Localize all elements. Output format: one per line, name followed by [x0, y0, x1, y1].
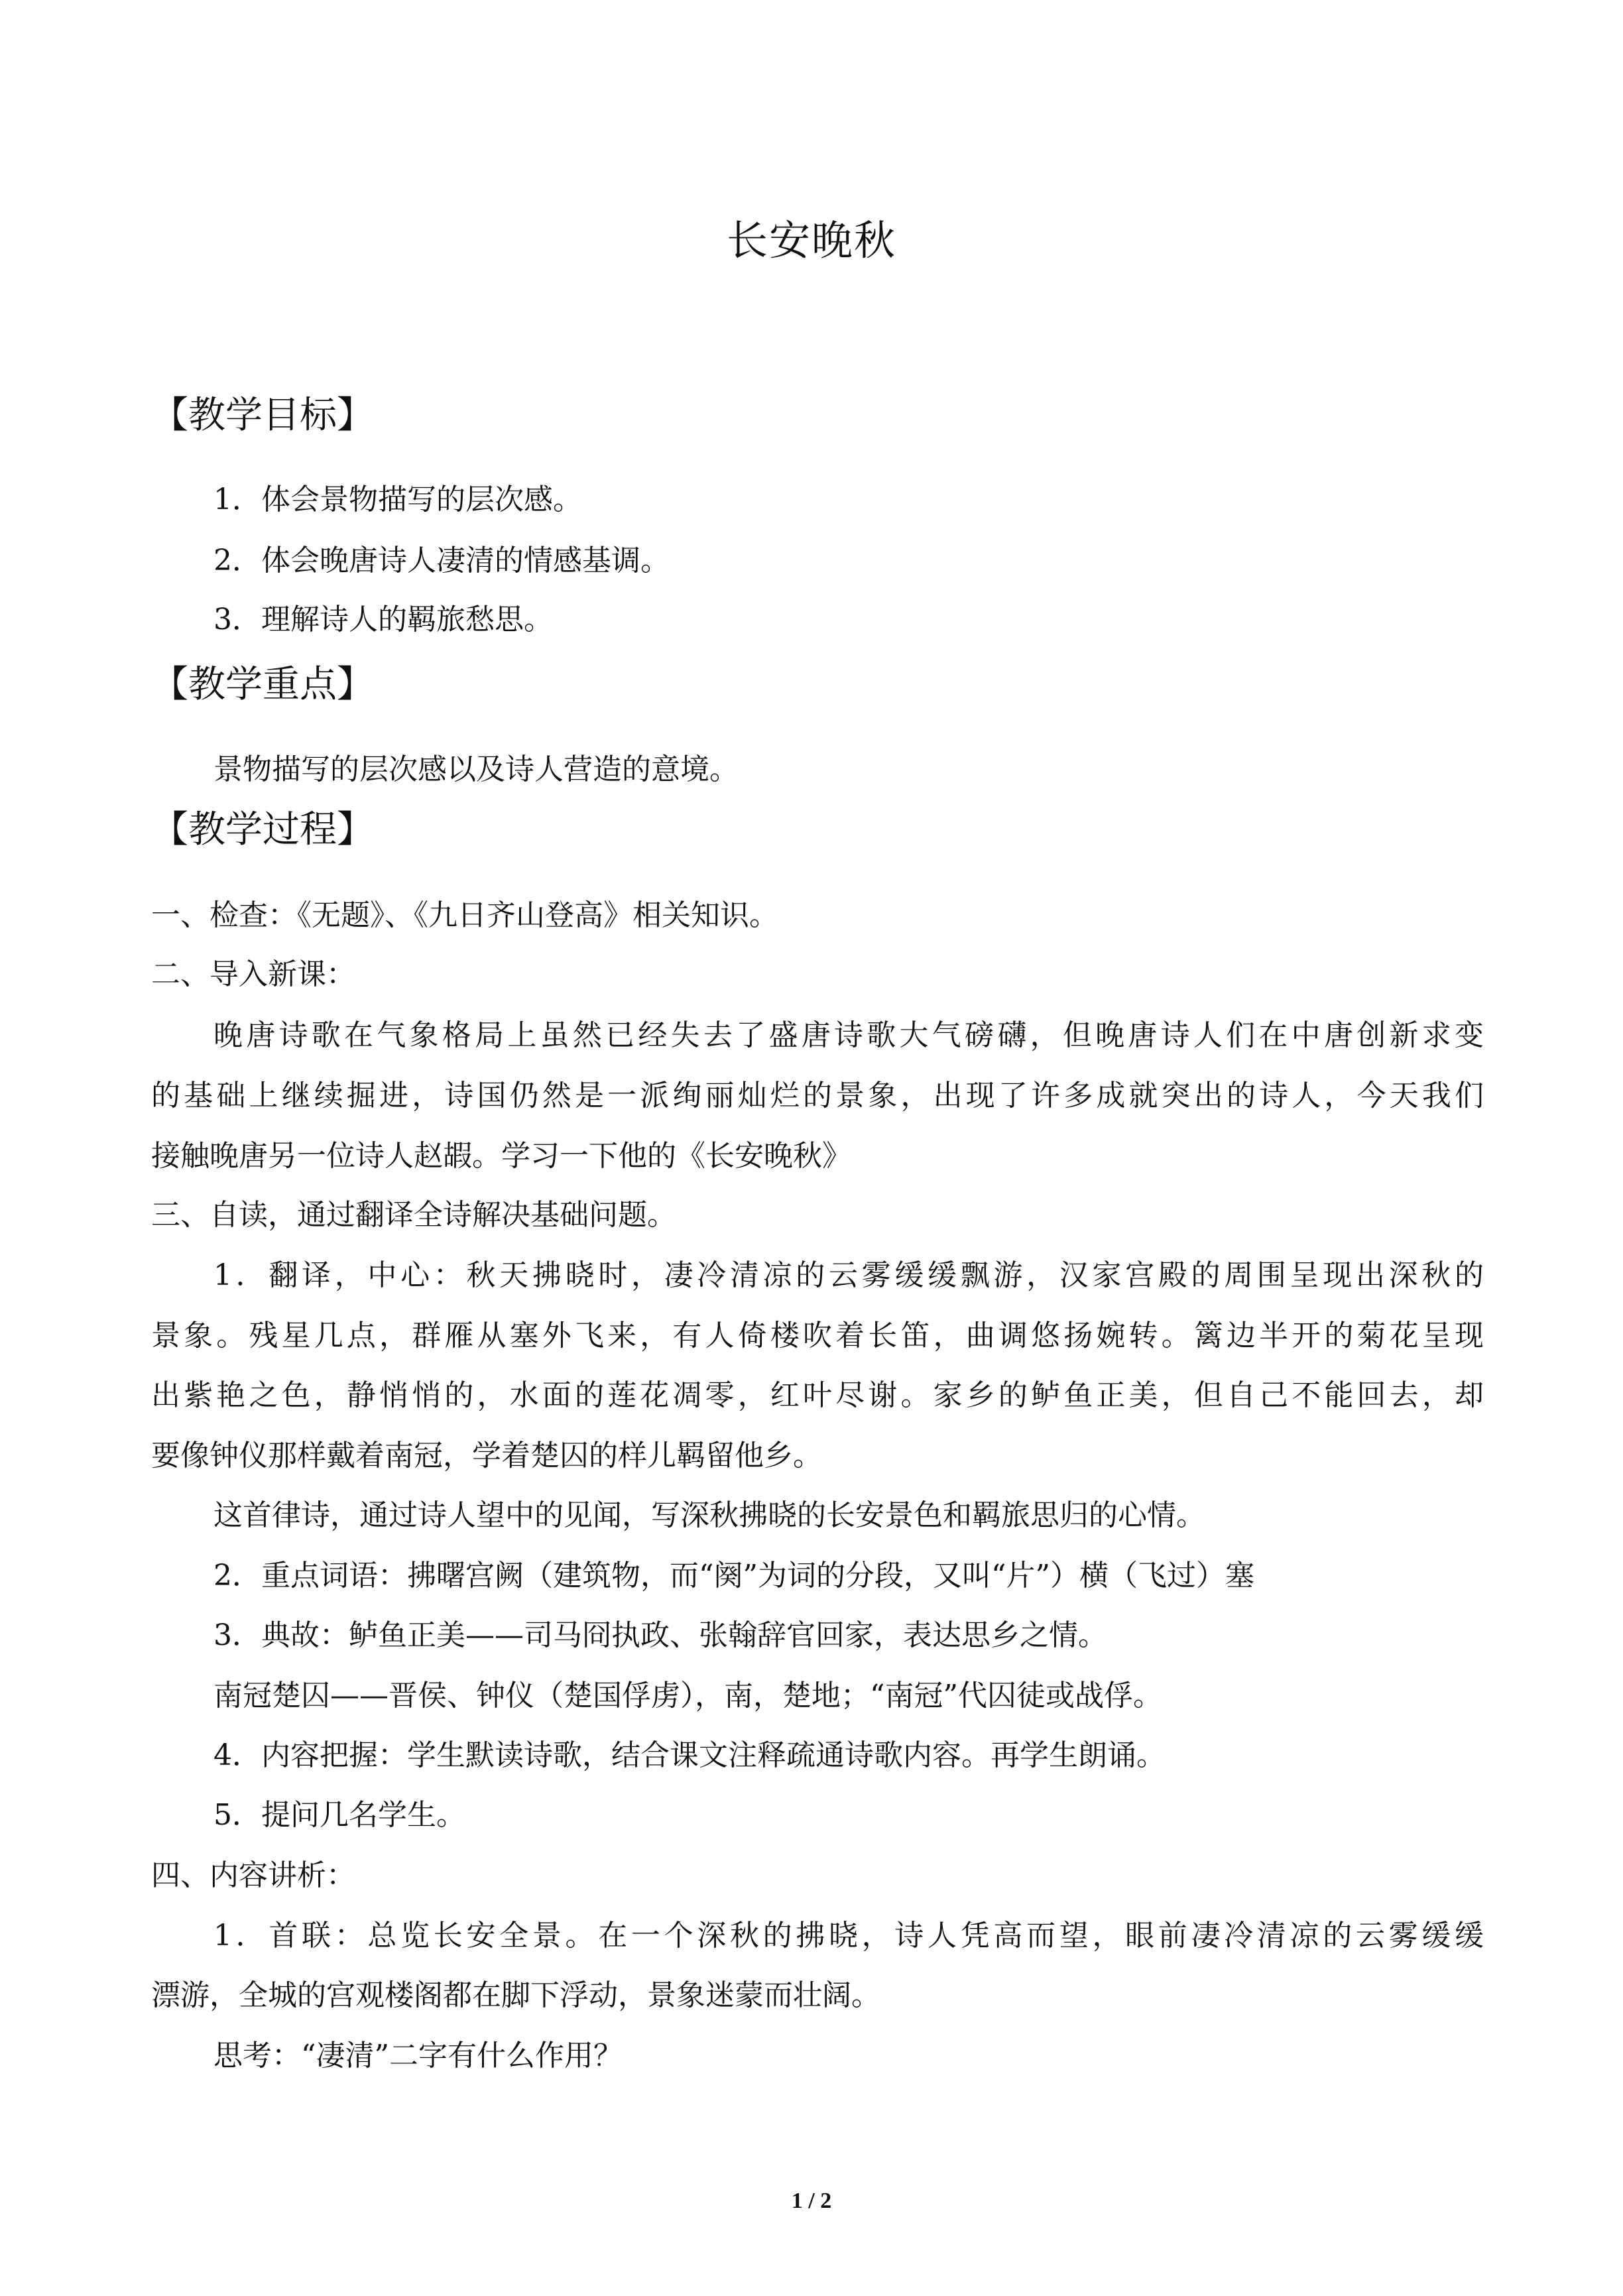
process-line: 景象。残星几点，群雁从塞外飞来，有人倚楼吹着长笛，曲调悠扬婉转。篱边半开的菊花呈现 — [151, 1319, 1484, 1353]
process-line: 四、内容讲析： — [151, 1858, 355, 1892]
key-points-text: 景物描写的层次感以及诗人营造的意境。 — [213, 753, 739, 786]
process-line: 5．提问几名学生。 — [213, 1798, 465, 1832]
process-line: 1．首联：总览长安全景。在一个深秋的拂晓，诗人凭高而望，眼前凄冷清凉的云雾缓缓 — [213, 1919, 1484, 1953]
process-line: 思考：“凄清”二字有什么作用？ — [213, 2039, 623, 2073]
page-number: 1 / 2 — [791, 2189, 832, 2213]
process-heading: 【教学过程】 — [151, 808, 374, 851]
process-line: 2．重点词语：拂曙宫阙（建筑物，而“阕”为词的分段，又叫“片”）横（飞过）塞 — [213, 1559, 1254, 1593]
process-line: 漂游，全城的宫观楼阁都在脚下浮动，景象迷蒙而壮阔。 — [151, 1978, 880, 2012]
process-line: 的基础上继续掘进，诗国仍然是一派绚丽灿烂的景象，出现了许多成就突出的诗人，今天我们 — [151, 1079, 1484, 1113]
process-line: 要像钟仪那样戴着南冠，学着楚囚的样儿羁留他乡。 — [151, 1439, 822, 1473]
process-line: 这首律诗，通过诗人望中的见闻，写深秋拂晓的长安景色和羁旅思归的心情。 — [213, 1498, 1205, 1532]
process-line: 出紫艳之色，静悄悄的，水面的莲花凋零，红叶尽谢。家乡的鲈鱼正美，但自己不能回去，却 — [151, 1378, 1484, 1412]
process-line: 一、检查：《无题》、《九日齐山登高》相关知识。 — [151, 898, 778, 932]
process-line: 南冠楚囚——晋侯、钟仪（楚国俘虏），南，楚地；“南冠”代囚徒或战俘。 — [213, 1679, 1162, 1713]
objective-item-3: 3．理解诗人的羁旅愁思。 — [213, 603, 553, 636]
process-line: 接触晚唐另一位诗人赵嘏。学习一下他的《长安晚秋》 — [151, 1139, 851, 1173]
process-line: 1．翻译，中心：秋天拂晓时，凄冷清凉的云雾缓缓飘游，汉家宫殿的周围呈现出深秋的 — [213, 1258, 1484, 1292]
key-points-heading: 【教学重点】 — [151, 663, 374, 706]
process-line: 晚唐诗歌在气象格局上虽然已经失去了盛唐诗歌大气磅礴，但晚唐诗人们在中唐创新求变 — [213, 1018, 1484, 1052]
document-title: 长安晚秋 — [726, 216, 896, 265]
objectives-heading: 【教学目标】 — [151, 394, 374, 437]
objective-item-1: 1．体会景物描写的层次感。 — [213, 483, 582, 516]
process-line: 三、自读，通过翻译全诗解决基础问题。 — [151, 1198, 676, 1232]
process-line: 3．典故：鲈鱼正美——司马冏执政、张翰辞官回家，表达思乡之情。 — [213, 1618, 1107, 1652]
process-line: 4．内容把握：学生默读诗歌，结合课文注释疏通诗歌内容。再学生朗诵。 — [213, 1738, 1166, 1772]
objective-item-2: 2．体会晚唐诗人凄清的情感基调。 — [213, 544, 670, 577]
process-line: 二、导入新课： — [151, 957, 355, 991]
